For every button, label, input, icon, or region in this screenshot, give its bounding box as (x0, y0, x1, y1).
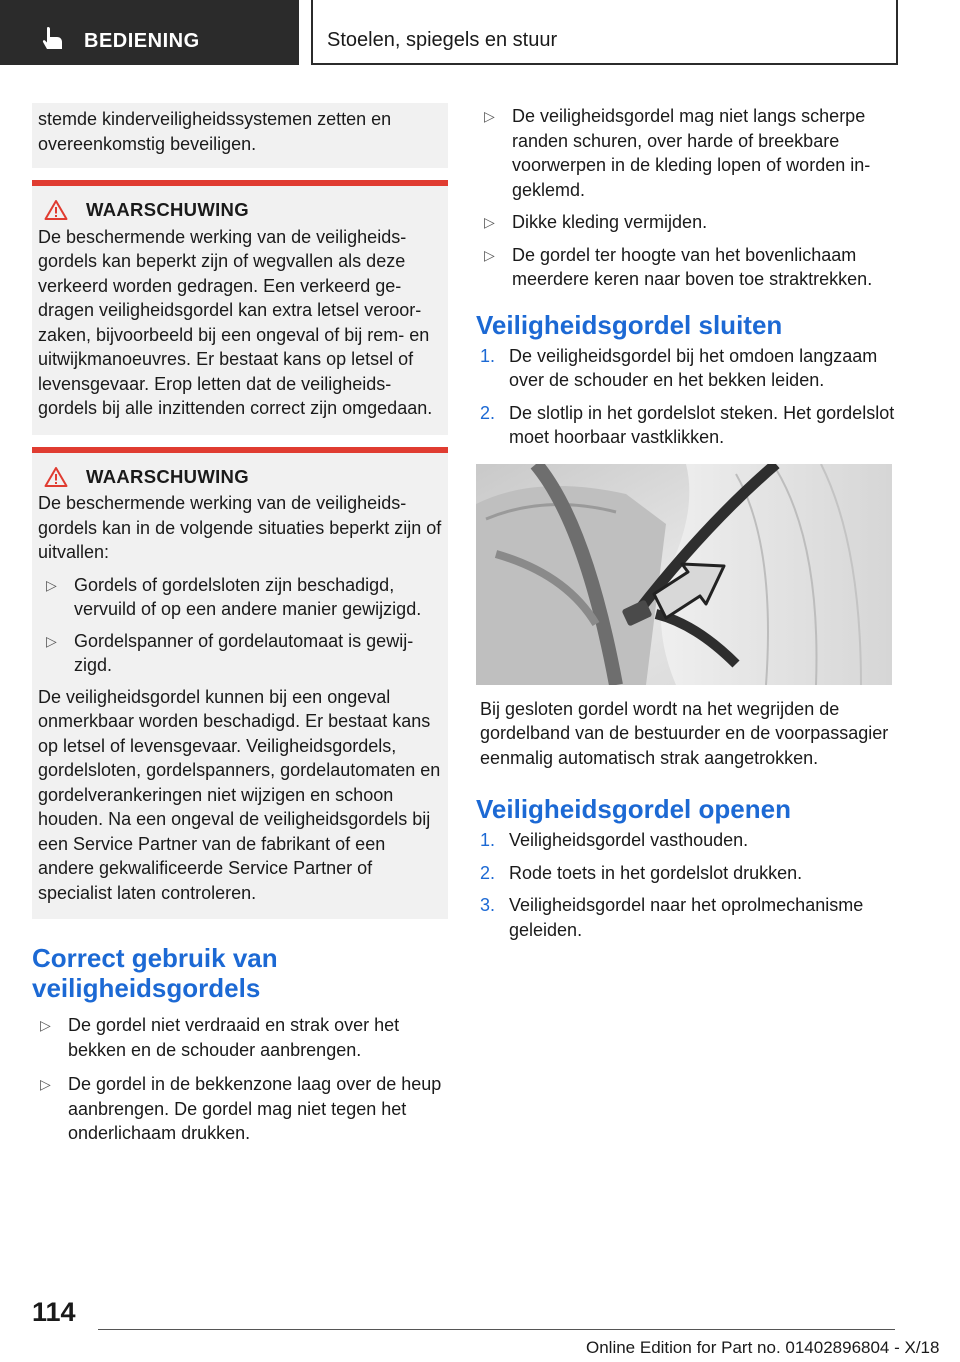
section-heading: Correct gebruik van veiligheidsgordels (32, 943, 278, 1003)
warning-text: De beschermende werking van de veiligheidsgordels kan beperkt zijn of wegvallen als deze verkeerd worden gedragen. Een verkeerd gedragen veiligheidsgordel kan extra letsel veroorzaken, bijvoorbeeld bij een ongeval of bij rem- en uitwijkmanoeuvres. Er bestaat kans op letsel of levensgevaar. Erop letten dat de veiligheidsgordels bij alle inzittenden correct zijn omgedaan. (38, 226, 433, 418)
intro-box (32, 103, 448, 168)
open-steps (476, 828, 896, 942)
edition-note: Online Edition for Part no. 01402896804 - X/18 (586, 1338, 940, 1357)
left-column (32, 103, 448, 1153)
warning-box-2 (32, 447, 448, 920)
triangle-bullet-icon: ▷ (484, 108, 495, 124)
page-number: 114 (32, 1297, 76, 1327)
section-label: BEDIENING (84, 30, 200, 52)
warning-outro: De veiligheidsgordel kunnen bij een ongeval onmerkbaar worden beschadigd. Er bestaat kans op letsel of levensgevaar. Veiligheidsgordels, gordelsloten, gordelspanners, gordelautomaten en gordelverankeringen niet wijzigen en schoon houden. Na een ongeval de veiligheidsgordels bij een Service Partner van de fabrikant of een andere gekwalificeerde Service Partner of specialist laten controleren. (38, 686, 441, 903)
step-item: 2. Rode toets in het gordelslot drukken. (480, 862, 803, 883)
warning-triangle-icon (44, 199, 68, 221)
triangle-bullet-icon: ▷ (46, 576, 57, 593)
chapter-title: Stoelen, spiegels en stuur (327, 29, 558, 51)
pointing-hand-icon (40, 25, 66, 51)
triangle-bullet-icon: ▷ (484, 246, 495, 263)
warning-title: WAARSCHUWING (86, 465, 249, 487)
warning-triangle-icon (44, 466, 68, 488)
step-item: 3. Veiligheidsgordel naar het oprolmechanisme geleiden. (480, 895, 864, 940)
step-item: 1. Veiligheidsgordel vasthouden. (480, 830, 749, 850)
triangle-bullet-icon: ▷ (46, 632, 57, 649)
seatbelt-buckle-photo (476, 464, 892, 685)
step-item: 2. De slotlip in het gordelslot steken. Het gordelslot moet hoorbaar vastklikken. (480, 402, 895, 447)
usage-list-continued (476, 104, 896, 292)
triangle-bullet-icon: ▷ (40, 1017, 51, 1033)
step-item: 1. De veiligheidsgordel bij het omdoen langzaam over de schouder en het bekken leiden. (480, 345, 878, 390)
usage-list (32, 1013, 448, 1146)
close-steps (476, 344, 896, 450)
warning-list (38, 573, 442, 678)
list-item: ▷ De gordel niet verdraaid en strak over het bekken en de schouder aanbrengen. (40, 1015, 400, 1060)
list-item: ▷ De veiligheidsgordel mag niet langs scherpe randen schuren, over harde of breekbare voorwerpen in de kleding lopen of worden ingeklemd. (484, 106, 871, 200)
warning-title: WAARSCHUWING (86, 199, 249, 220)
warning-intro: De beschermende werking van de veiligheidsgordels kan in de volgende situaties beperkt zijn of uitvallen: (38, 493, 442, 562)
triangle-bullet-icon: ▷ (484, 214, 495, 230)
triangle-bullet-icon: ▷ (40, 1076, 51, 1092)
list-item: ▷ De gordel ter hoogte van het bovenlichaam meerdere keren naar boven toe straktrekken. (484, 244, 873, 289)
intro-box-text: stemde kinderveiligheidssystemen zetten en overeenkomstig beveiligen. (38, 109, 392, 154)
list-item: ▷ Gordels of gordelsloten zijn beschadigd, vervuild of op een andere manier gewijzigd. (46, 574, 422, 619)
list-item: ▷ Dikke kleding vermijden. (476, 210, 896, 235)
section-tab (0, 0, 299, 65)
right-column (476, 100, 896, 950)
list-item: ▷ Gordelspanner of gordelautomaat is gewijzigd. (46, 630, 414, 675)
warning-box-1 (32, 180, 448, 435)
after-image-text: Bij gesloten gordel wordt na het wegrijden de gordelband van de bestuurder en de voorpassagier eenmalig automatisch strak aangetrokken. (480, 698, 889, 768)
footer-divider (98, 1329, 895, 1330)
list-item: ▷ De gordel in de bekkenzone laag over de heup aanbrengen. De gordel mag niet tegen het onderlichaam drukken. (40, 1074, 442, 1143)
chapter-header (311, 0, 898, 65)
section-heading: Veiligheidsgordel sluiten (476, 309, 783, 340)
section-heading: Veiligheidsgordel openen (476, 794, 791, 824)
